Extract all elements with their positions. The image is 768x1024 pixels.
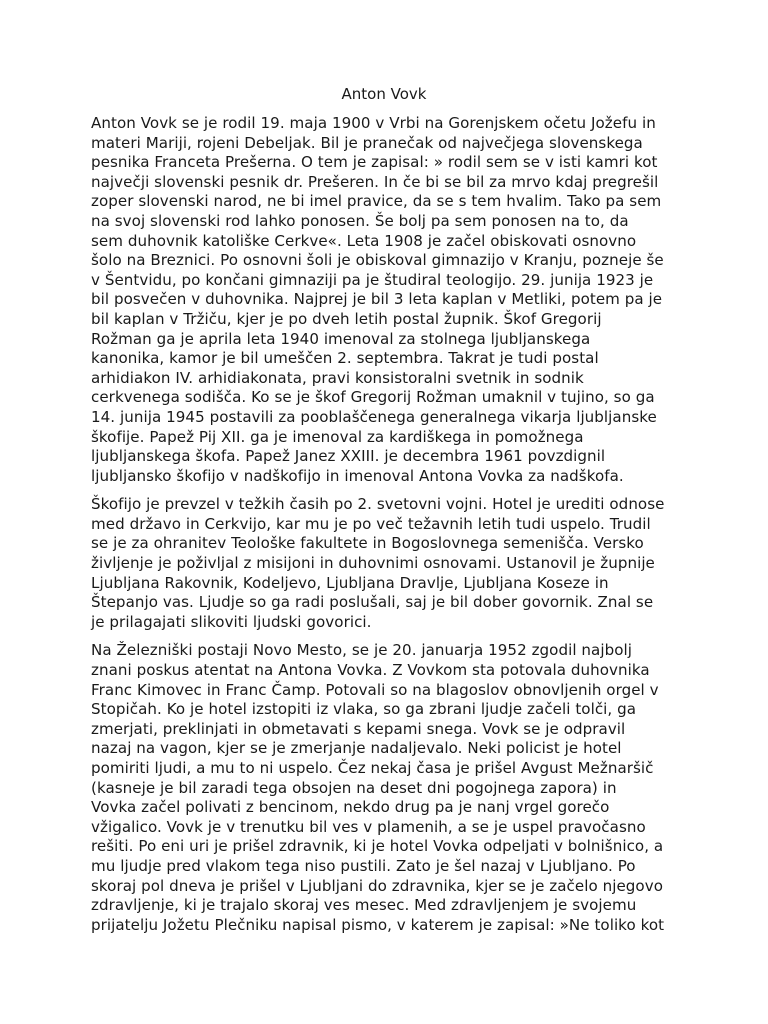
text-line: pesnika Franceta Prešerna. O tem je zapisal: » rodil sem se v isti kamri kot [91,153,658,172]
text-line: šolo na Breznici. Po osnovni šoli je obiskoval gimnazijo v Kranju, pozneje še [91,251,664,270]
text-line: materi Mariji, rojeni Debeljak. Bil je pranečak od največjega slovenskega [91,133,643,152]
text-line: ljubljanskega škofa. Papež Janez XXIII. je decembra 1961 povzdignil [91,447,606,466]
text-line: sem duhovnik katoliške Cerkve«. Leta 1908 je začel obiskovati osnovno [91,231,637,250]
text-line: življenje je poživljal z misijoni in duhovnimi osnovami. Ustanovil je župnije [91,554,655,573]
document-title: Anton Vovk [341,85,427,103]
text-line: Škofijo je prevzel v težkih časih po 2. svetovni vojni. Hotel je urediti odnose [91,495,665,514]
text-line: kanonika, kamor je bil umeščen 2. septembra. Takrat je tudi postal [91,349,599,368]
text-line: največji slovenski pesnik dr. Prešeren. In če bi se bil za mrvo kdaj pregrešil [91,172,659,191]
text-line: znani poskus atentat na Antona Vovka. Z Vovkom sta potovala duhovnika [91,661,650,680]
text-line: prijatelju Jožetu Plečniku napisal pismo, v katerem je zapisal: »Ne toliko kot [91,915,665,934]
text-line: Franc Kimovec in Franc Čamp. Potovali so na blagoslov obnovljenih orgel v [91,680,659,699]
paragraph-3 [91,641,691,935]
paragraph-2 [91,495,691,632]
text-line: zdravljenje, ki je trajalo skoraj ves mesec. Med zdravljenjem je svojemu [91,896,637,915]
text-line: Anton Vovk se je rodil 19. maja 1900 v Vrbi na Gorenjskem očetu Jožefu in [91,114,656,132]
text-line: se je za ohranitev Teološke fakultete in Bogoslovnega semenišča. Versko [91,534,644,553]
text-line: je prilagajati slikoviti ljudski govorici. [91,612,372,631]
text-line: nazaj na vagon, kjer se je zmerjanje nadaljevalo. Neki policist je hotel [91,739,622,758]
text-line: v Šentvidu, po končani gimnaziji pa je študiral teologijo. 29. junija 1923 je [91,270,654,289]
text-line: rešiti. Po eni uri je prišel zdravnik, ki je hotel Vovka odpeljati v bolnišnico, a [91,837,664,856]
text-line: cerkvenega sodišča. Ko se je škof Gregorij Rožman umaknil v tujino, so ga [91,388,655,407]
text-line: skoraj pol dneva je prišel v Ljubljani do zdravnika, kjer se je začelo njegovo [91,876,663,895]
text-line: zoper slovenski narod, ne bi imel pravice, da se s tem hvalim. Tako pa sem [91,192,662,211]
text-line: med državo in Cerkvijo, kar mu je po več težavnih letih tudi uspelo. Trudil [91,514,651,533]
text-line: Na Železniški postaji Novo Mesto, se je 20. januarja 1952 zgodil najbolj [91,641,632,660]
text-line: škofije. Papež Pij XII. ga je imenoval za kardiškega in pomožnega [91,427,584,446]
text-line: 14. junija 1945 postavili za pooblaščenega generalnega vikarja ljubljanske [91,407,657,426]
text-line: bil kaplan v Tržiču, kjer je po dveh letih postal župnik. Škof Gregorij [91,309,602,328]
text-line: vžigalico. Vovk je v trenutku bil ves v plamenih, a se je uspel pravočasno [91,817,646,836]
paragraph-1 [91,114,691,486]
text-line: ljubljansko škofijo v nadškofijo in imenoval Antona Vovka za nadškofa. [91,466,624,485]
text-line: Štepanjo vas. Ljudje so ga radi poslušali, saj je bil dober govornik. Znal se [91,593,654,612]
text-line: Rožman ga je aprila leta 1940 imenoval za stolnega ljubljanskega [91,329,591,348]
text-line: pomiriti ljudi, a mu to ni uspelo. Čez nekaj časa je prišel Avgust Mežnaršič [91,759,654,777]
text-line: zmerjati, preklinjati in obmetavati s kepami snega. Vovk se je odpravil [91,719,626,738]
text-line: arhidiakon IV. arhidiakonata, pravi konsistoralni svetnik in sodnik [91,368,584,387]
text-line: mu ljudje pred vlakom tega niso pustili. Zato je šel nazaj v Ljubljano. Po [91,856,636,875]
text-line: bil posvečen v duhovnika. Najprej je bil 3 leta kaplan v Metliki, potem pa je [91,290,663,309]
text-line: (kasneje je bil zaradi tega obsojen na deset dni pogojnega zapora) in [91,778,617,797]
text-line: Ljubljana Rakovnik, Kodeljevo, Ljubljana Dravlje, Ljubljana Koseze in [91,573,609,592]
text-line: Stopičah. Ko je hotel izstopiti iz vlaka, so ga zbrani ljudje začeli tolči, ga [91,700,637,719]
text-line: Vovka začel polivati z bencinom, nekdo drug pa je nanj vrgel gorečo [91,798,610,817]
document-body [91,114,691,944]
text-line: na svoj slovenski rod lahko ponosen. Še bolj pa sem ponosen na to, da [91,211,629,230]
